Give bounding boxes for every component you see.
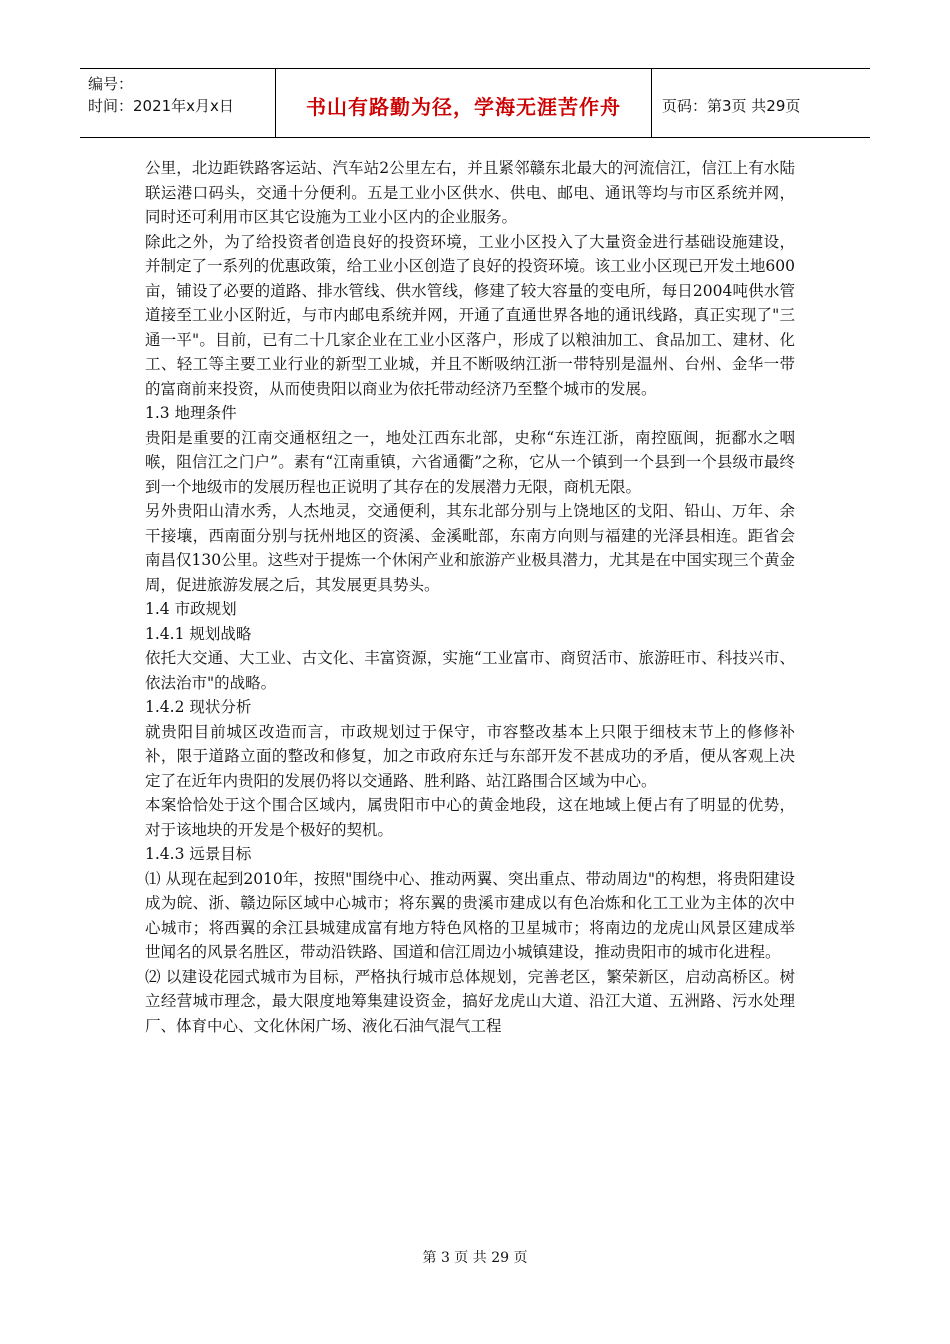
document-body bbox=[145, 156, 795, 1038]
paragraph: 另外贵阳山清水秀，人杰地灵，交通便利，其东北部分别与上饶地区的戈阳、铅山、万年、余干接壤，西南面分别与抚州地区的资溪、金溪毗部，东南方向则与福建的光泽县相连。距省会南昌仅130公里。这些对于提炼一个休闲产业和旅游产业极具潜力，尤其是在中国实现三个黄金周，促进旅游发展之后，其发展更具势头。 bbox=[145, 502, 795, 594]
subsection-heading: 1.4.1 规划战略 bbox=[145, 624, 252, 643]
paragraph: ⑵ 以建设花园式城市为目标，严格执行城市总体规划，完善老区，繁荣新区，启动高桥区。树立经营城市理念，最大限度地筹集建设资金，搞好龙虎山大道、沿江大道、五洲路、污水处理厂、体育中心、文化休闲广场、液化石油气混气工程 bbox=[145, 967, 795, 1035]
section-heading: 1.3 地理条件 bbox=[145, 404, 237, 422]
header-page-info: 页码：第3页 共29页 bbox=[662, 96, 801, 115]
section-heading: 1.4 市政规划 bbox=[145, 600, 237, 618]
page-header bbox=[80, 68, 870, 138]
paragraph: 公里，北边距铁路客运站、汽车站2公里左右，并且紧邻赣东北最大的河流信江，信江上有水陆联运港口码头，交通十分便利。五是工业小区供水、供电、邮电、通讯等均与市区系统并网，同时还可利用市区其它设施为工业小区内的企业服务。 bbox=[145, 159, 795, 226]
subsection-heading: 1.4.2 现状分析 bbox=[145, 698, 252, 716]
subsection-heading: 1.4.3 远景目标 bbox=[145, 845, 252, 863]
number-label: 编号： bbox=[88, 75, 134, 93]
paragraph: 除此之外，为了给投资者创造良好的投资环境，工业小区投入了大量资金进行基础设施建设，并制定了一系列的优惠政策，给工业小区创造了良好的投资环境。该工业小区现已开发土地600亩，铺设了必要的道路、排水管线、供水管线，修建了较大容量的变电所，每日2004吨供水管道接至工业小区附近，与市内邮电系统并网，开通了直通世界各地的通讯线路，真正实现了"三通一平"。目前，已有二十几家企业在工业小区落户，形成了以粮油加工、食品加工、建材、化工、轻工等主要工业行业的新型工业城，并且不断吸纳江浙一带特别是温州、台州、金华一带的富商前来投资，从而使贵阳以商业为依托带动经济乃至整个城市的发展。 bbox=[145, 232, 795, 398]
paragraph: 本案恰恰处于这个围合区域内，属贵阳市中心的黄金地段，这在地域上便占有了明显的优势，对于该地块的开发是个极好的契机。 bbox=[145, 796, 795, 839]
paragraph: 依托大交通、大工业、古文化、丰富资源，实施“工业富市、商贸活市、旅游旺市、科技兴市、依法治市"的战略。 bbox=[145, 649, 795, 692]
header-motto: 书山有路勤为径，学海无涯苦作舟 bbox=[276, 69, 652, 137]
date-label: 时间：2021年x月x日 bbox=[88, 97, 234, 115]
page-footer: 第 3 页 共 29 页 bbox=[422, 1250, 528, 1266]
paragraph: ⑴ 从现在起到2010年，按照"围绕中心、推动两翼、突出重点、带动周边"的构想，将贵阳建设成为皖、浙、赣边际区域中心城市；将东翼的贵溪市建成以有色冶炼和化工工业为主体的次中心城市；将西翼的余江县城建成富有地方特色风格的卫星城市；将南边的龙虎山风景区建成举世闻名的风景名胜区，带动沿铁路、国道和信江周边小城镇建设，推动贵阳市的城市化进程。 bbox=[145, 869, 795, 961]
header-meta bbox=[80, 69, 276, 137]
paragraph: 就贵阳目前城区改造而言，市政规划过于保守，市容整改基本上只限于细枝末节上的修修补补，限于道路立面的整改和修复，加之市政府东迁与东部开发不甚成功的矛盾，便从客观上决定了在近年内贵阳的发展仍将以交通路、胜利路、站江路围合区域为中心。 bbox=[145, 722, 795, 790]
paragraph: 贵阳是重要的江南交通枢纽之一，地处江西东北部，史称“东连江浙，南控瓯闽，扼鄱水之咽喉，阻信江之门户”。素有“江南重镇，六省通衢”之称，它从一个镇到一个县到一个县级市最终到一个地级市的发展历程也正说明了其存在的发展潜力无限，商机无限。 bbox=[145, 428, 795, 496]
